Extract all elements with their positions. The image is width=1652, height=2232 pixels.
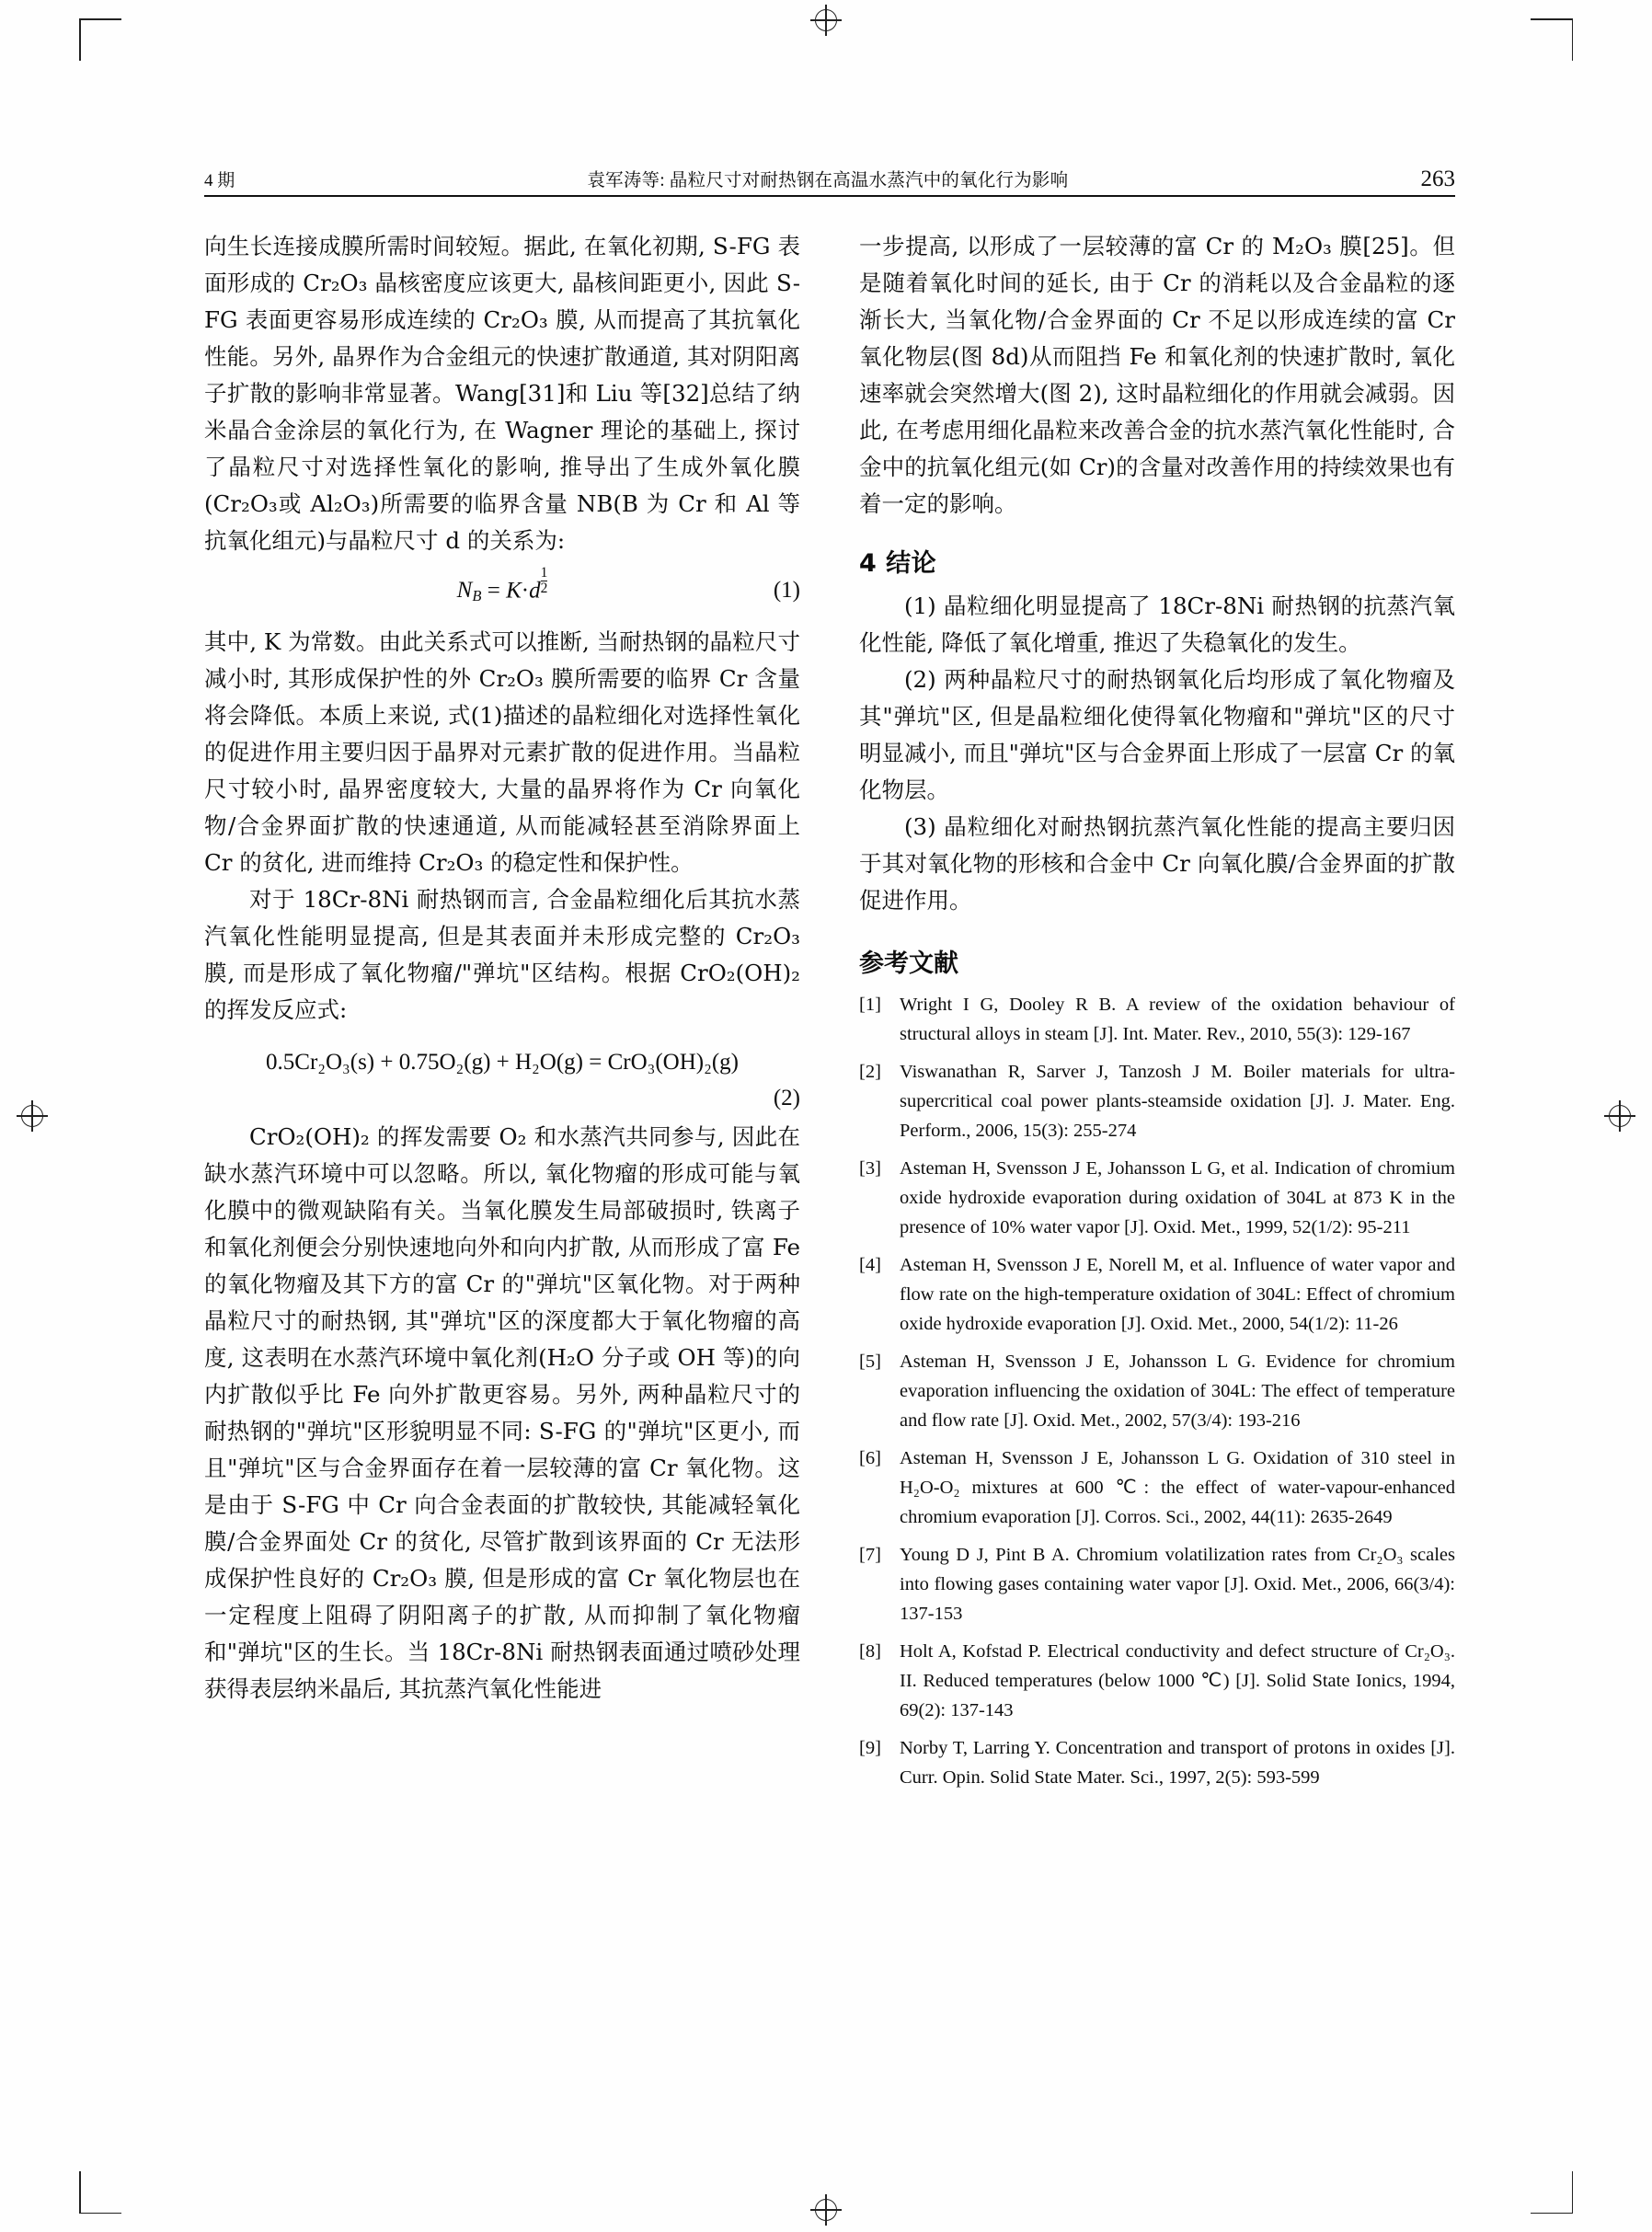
- reference-label: [3]: [859, 1158, 881, 1179]
- reference-item: [859, 1250, 1455, 1339]
- body-columns: [204, 228, 1455, 1801]
- crop-mark-top-left: [79, 18, 121, 61]
- paragraph-left-3: 对于 18Cr-8Ni 耐热钢而言, 合金晶粒细化后其抗水蒸汽氧化性能明显提高, 但是其表面并未形成完整的 Cr₂O₃ 膜, 而是形成了氧化物瘤/"弹坑"区结构。根据 CrO₂(OH)₂ 的挥发反应式:: [204, 886, 800, 1024]
- reference-label: [4]: [859, 1255, 881, 1275]
- reference-item: [859, 1733, 1455, 1792]
- reference-item: [859, 1057, 1455, 1145]
- paragraph-left-1: 向生长连接成膜所需时间较短。据此, 在氧化初期, S-FG 表面形成的 Cr₂O₃ 晶核密度应该更大, 晶核间距更小, 因此 S-FG 表面更容易形成连续的 Cr₂O₃ 膜, 从而提高了其抗氧化性能。另外, 晶界作为合金组元的快速扩散通道, 其对阴阳离子扩散的影响非常显著。Wang[31]和 Liu 等[32]总结了纳米晶合金涂层的氧化行为, 在 Wagner 理论的基础上, 探讨了晶粒尺寸对选择性氧化的影响, 推导出了生成外氧化膜(Cr₂O₃或 Al₂O₃)所需要的临界含量 NB(B 为 Cr 和 Al 等抗氧化组元)与晶粒尺寸 d 的关系为:: [204, 233, 800, 554]
- reference-text: Holt A, Kofstad P. Electrical conductivity and defect structure of Cr₂O₃. II. Reduced temperatures (below 1000 ℃) [J]. Solid State Ionics, 1994, 69(2): 137-143: [900, 1641, 1455, 1720]
- paragraph-left-4: CrO₂(OH)₂ 的挥发需要 O₂ 和水蒸汽共同参与, 因此在缺水蒸汽环境中可以忽略。所以, 氧化物瘤的形成可能与氧化膜中的微观缺陷有关。当氧化膜发生局部破损时, 铁离子和氧化剂便会分别快速地向外和向内扩散, 从而形成了富 Fe 的氧化物瘤及其下方的富 Cr 的"弹坑"区氧化物。对于两种晶粒尺寸的耐热钢, 其"弹坑"区的深度都大于氧化物瘤的高度, 这表明在水蒸汽环境中氧化剂(H₂O 分子或 OH 等)的向内扩散似乎比 Fe 向外扩散更容易。另外, 两种晶粒尺寸的耐热钢的"弹坑"区形貌明显不同: S-FG 的"弹坑"区更小, 而且"弹坑"区与合金界面存在着一层较薄的富 Cr 氧化物。这是由于 S-FG 中 Cr 向合金表面的扩散较快, 其能减轻氧化膜/合金界面处 Cr 的贫化, 尽管扩散到该界面的 Cr 无法形成保护性良好的 Cr₂O₃ 膜, 但是形成的富 Cr 氧化物层也在一定程度上阻碍了阴阳离子的扩散, 从而抑制了氧化物瘤和"弹坑"区的生长。当 18Cr-8Ni 耐热钢表面通过喷砂处理获得表层纳米晶后, 其抗蒸汽氧化性能进: [204, 1123, 800, 1703]
- formula-1: $N_B = K\cdot d$ $\frac{1}{2}$ (1): [204, 572, 800, 615]
- paragraph-right-1: 一步提高, 以形成了一层较薄的富 Cr 的 M₂O₃ 膜[25]。但是随着氧化时间的延长, 由于 Cr 的消耗以及合金晶粒的逐渐长大, 当氧化物/合金界面的 Cr 不足以形成连续的富 Cr 氧化物层(图 8d)从而阻挡 Fe 和氧化剂的快速扩散时, 氧化速率就会突然增大(图 2), 这时晶粒细化的作用就会减弱。因此, 在考虑用细化晶粒来改善合金的抗水蒸汽氧化性能时, 合金中的抗氧化组元(如 Cr)的含量对改善作用的持续效果也有着一定的影响。: [859, 233, 1455, 517]
- equation-2: 0.5Cr₂O₃(s) + 0.75O₂(g) + H₂O(g) = CrO₃(OH)₂(g): [266, 1050, 739, 1076]
- header-rule: [204, 195, 1455, 197]
- equation-2-number: (2): [773, 1086, 800, 1111]
- reference-item: [859, 1347, 1455, 1435]
- reference-label: [1]: [859, 995, 881, 1015]
- section-heading-references: 参考文献: [859, 949, 958, 978]
- page-number: 263: [1420, 167, 1455, 191]
- running-head: [204, 166, 1455, 192]
- reference-list: [859, 990, 1455, 1792]
- crop-mark-bottom-right: [1531, 2171, 1573, 2214]
- reference-text: Asteman H, Svensson J E, Johansson L G, et al. Indication of chromium oxide hydroxide evaporation during oxidation of 304L at 873 K in the presence of 10% water vapor [J]. Oxid. Met., 1999, 52(1/2): 95-211: [900, 1158, 1455, 1237]
- reference-item: [859, 1637, 1455, 1725]
- reference-text: Norby T, Larring Y. Concentration and transport of protons in oxides [J]. Curr. Opin. Solid State Mater. Sci., 1997, 2(5): 593-599: [900, 1738, 1455, 1788]
- crop-mark-top-right: [1531, 18, 1573, 61]
- crop-mark-bottom-left: [79, 2171, 121, 2214]
- reference-text: Viswanathan R, Sarver J, Tanzosh J M. Boiler materials for ultra-supercritical coal power plants-steamside oxidation [J]. J. Mater. Eng. Perform., 2006, 15(3): 255-274: [900, 1062, 1455, 1141]
- reference-label: [7]: [859, 1545, 881, 1565]
- issue-label: 4 期: [204, 171, 235, 190]
- registration-mark-right: [1604, 1100, 1635, 1132]
- reference-text: Wright I G, Dooley R B. A review of the oxidation behaviour of structural alloys in steam [J]. Int. Mater. Rev., 2010, 55(3): 129-167: [900, 995, 1455, 1044]
- reference-text: Asteman H, Svensson J E, Johansson L G. Evidence for chromium evaporation influencing the oxidation of 304L: The effect of temperature and flow rate [J]. Oxid. Met., 2002, 57(3/4): 193-216: [900, 1352, 1455, 1431]
- registration-mark-left: [17, 1100, 48, 1132]
- reference-text: Young D J, Pint B A. Chromium volatilization rates from Cr₂O₃ scales into flowing gases containing water vapor [J]. Oxid. Met., 2006, 66(3/4): 137-153: [900, 1545, 1455, 1624]
- registration-mark-top: [810, 5, 842, 36]
- reference-text: Asteman H, Svensson J E, Norell M, et al. Influence of water vapor and flow rate on the high-temperature oxidation of 304L: Effect of chromium oxide hydroxide evaporation [J]. Oxid. Met., 2000, 54(1/2): 11-26: [900, 1255, 1455, 1334]
- reference-label: [9]: [859, 1738, 881, 1758]
- conclusion-item-2: (2) 两种晶粒尺寸的耐热钢氧化后均形成了氧化物瘤及其"弹坑"区, 但是晶粒细化使得氧化物瘤和"弹坑"区的尺寸明显减小, 而且"弹坑"区与合金界面上形成了一层富 Cr 的氧化物层。: [859, 666, 1455, 803]
- registration-mark-bottom: [810, 2194, 842, 2226]
- section-heading-conclusion: 4 结论: [859, 549, 937, 578]
- formula-1-number: (1): [773, 578, 800, 603]
- reference-label: [5]: [859, 1352, 881, 1372]
- right-column: [859, 228, 1455, 1801]
- reference-item: [859, 1444, 1455, 1532]
- reference-label: [8]: [859, 1641, 881, 1662]
- conclusion-item-3: (3) 晶粒细化对耐热钢抗蒸汽氧化性能的提高主要归因于其对氧化物的形核和合金中 Cr 向氧化膜/合金界面的扩散促进作用。: [859, 813, 1455, 914]
- article-running-title: 袁军涛等: 晶粒尺寸对耐热钢在高温水蒸汽中的氧化行为影响: [587, 171, 1069, 190]
- reference-label: [2]: [859, 1062, 881, 1082]
- reference-item: [859, 1154, 1455, 1242]
- conclusion-item-1: (1) 晶粒细化明显提高了 18Cr-8Ni 耐热钢的抗蒸汽氧化性能, 降低了氧化增重, 推迟了失稳氧化的发生。: [859, 593, 1455, 656]
- paragraph-left-2: 其中, K 为常数。由此关系式可以推断, 当耐热钢的晶粒尺寸减小时, 其形成保护性的外 Cr₂O₃ 膜所需要的临界 Cr 含量将会降低。本质上来说, 式(1)描述的晶粒细化对选择性氧化的促进作用主要归因于晶界对元素扩散的促进作用。当晶粒尺寸较小时, 晶界密度较大, 大量的晶界将作为 Cr 向氧化物/合金界面扩散的快速通道, 从而能减轻甚至消除界面上 Cr 的贫化, 进而维持 Cr₂O₃ 的稳定性和保护性。: [204, 628, 800, 877]
- reference-item: [859, 990, 1455, 1049]
- reference-text: Asteman H, Svensson J E, Johansson L G. Oxidation of 310 steel in H₂O-O₂ mixtures at 600 ℃: the effect of water-vapour-enhanced chromium evaporation [J]. Corros. Sci., 2002, 44(11): 2635-2649: [900, 1448, 1455, 1527]
- reference-label: [6]: [859, 1448, 881, 1468]
- reference-item: [859, 1540, 1455, 1628]
- left-column: [204, 228, 800, 1801]
